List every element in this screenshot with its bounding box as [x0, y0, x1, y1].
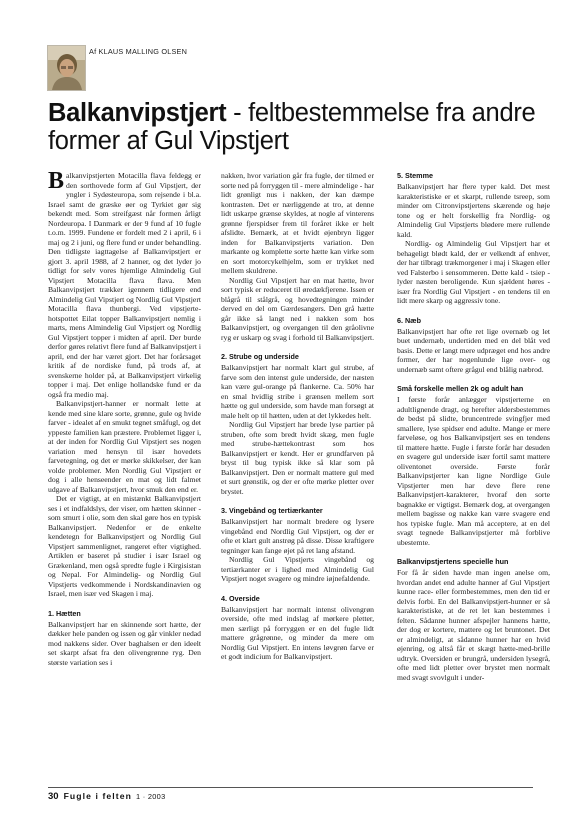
- paragraph: Balkanvipstjert har normalt bredere og lysere vingebånd end Nordlig Gul Vipstjert, og der er ofte et klart gult anstrøg på disse. Disse kraftigere tegninger kan fange øjet på ret lang afstand.: [221, 517, 374, 555]
- paragraph: Balkanvipstjert har normalt klart gul strube, af farve som den intenst gule underside, der næsten kan være gul-orange på flankerne. Ca. 50% har en smal hvidlig stribe i grænsen mellem sort hætte og gul underside, som havde man forsøgt at male helt op til hætten, uden at det lykkedes helt.: [221, 363, 374, 420]
- page-footer: [48, 791, 166, 802]
- footer-rule: [48, 787, 533, 788]
- title-bold: Balkanvipstjert: [48, 99, 227, 127]
- section-heading: 3. Vingebånd og tertiærkanter: [221, 506, 323, 515]
- section-heading: 6. Næb: [397, 315, 421, 325]
- section-heading: 4. Overside: [221, 593, 260, 603]
- paragraph: Det er vigtigt, at en mistænkt Balkanvipstjert ses i et indfaldslys, der viser, om hætten skinner - som smurt i olie, som den skal gøre hos en typisk Balkanvipstjert. Nedenfor er de enkelte kendetegn for Balkanvipstjert og Nordlig Gul Vipstjert sammenlignet, rangeret efter vigtighed. Artiklen er baseret på studier i især Israel og Grækenland, men også spredte fugle i Kirgisistan og Nepal. For Almindelig- og Nordlig Gul Vipstjerts vedkommende i Nordskandinavien og Israel, men især ved Skagen i maj.: [48, 494, 201, 598]
- intro-paragraph: [48, 168, 201, 399]
- paragraph: Balkanvipstjert har flere typer kald. Det mest karakteristiske er et skarpt, rullende tsreep, som minder om Citronvipstjertens skærende og høje tone og er helt forskellig fra Nordlig- og Almindelig Gul Vipstjerts blødere mere rullende kald.: [397, 182, 550, 239]
- paragraph: Balkanvipstjert har ofte ret lige overnæb og let buet undernæb, undertiden med en del blåt ved basis. Dette er langt mere udpræget end hos andre former, der har nogenlunde lige over- og undernæb samt oftere grågul end blålig næbrod.: [397, 326, 550, 374]
- page-number: 30: [48, 791, 59, 802]
- paragraph: Nordlig- og Almindelig Gul Vipstjert har et behageligt blødt kald, der er velkendt af enhver, der har tilbragt trækmorgener i maj i Skagen eller ved Falsterbo i sensommeren. Dette kald - tsiep - lyder næsten beroligende. Kun sjældent høres - især fra Nordlig Gul Vipstjert - en tendens til en lidt mere skarp og aggressiv tone.: [397, 239, 550, 305]
- paragraph: Balkanvipstjert har normalt intenst olivengrøn overside, ofte med indslag af mørkere pletter, men særligt på forryggen er en del fugle lidt mattere grågrønne, og minder da mere om Nordlig Gul Vipstjert. En intens løvgrøn farve er et godt indicium for Balkanvipstjert.: [221, 604, 374, 661]
- section-heading: Balkanvipstjertens specielle hun: [397, 557, 509, 566]
- paragraph: nakken, hvor variation går fra fugle, der tilmed er sorte ned på forryggen til - mere almindelige - har lidt grønligt nus i nakken, der kan dæmpe kontrasten. Det er nærliggende at tro, at denne lidt uskarpe grænse skyldes, at nogle af vinterens grønne fjerspidser frem til foråret ikke er helt afslidte. Bemærk, at et hvidt øjenbryn ligger inden for Balkanvipstjerts variation. Den markante og komplette sorte hætte kan virke som en sort motorcykelhjelm, som er trykket ned mellem skuldrene.: [221, 171, 374, 275]
- section-heading: Små forskelle mellen 2k og adult han: [397, 384, 524, 393]
- text-column-1: [48, 168, 201, 667]
- article-title: [48, 99, 543, 155]
- intro-text: alkanvipstjerten Motacilla flava feldegg er den sorthovede form af Gul Vipstjert, der yngler i Sydøsteuropa, som rejsende i bl.a. Israel samt de græske øer og Tyrkiet gør sig bekendt med. Som streifgæst når formen årligt Nordeuropa. I Danmark er der 9 fund af 10 fugle t.o.m. 1999. Fundene er fordelt med 2 i april, 6 i maj og 2 i juni, og flere fund er under behandling. Den tidligste iagttagelse af Balkanvipstjert er gjort 3. april 1988, af 2 hanner, og det lyder jo tidligt for selv vores hjemlige Almindelig Gul Vipstjert Motacilla flava flava. Men Balkanvipstjert trækker igennem tidligere end Almindelig Gul Vipstjert og Nordlig Gul Vipstjert Motacilla flava thunbergi. Ved vipstjerte-hotspottet Eilat topper Balkanvipstjert nemlig i marts, mens Almindelig Gul Vipstjert og Nordlig Gul Vipstjert topper i midten af april. Der burde derfor gøres relativt flere fund af Balkanvipstjert i april, end der har været gjort. Det har forårsaget kritik af de nordiske fund, på trods af, at svenskerne holder på, at Balkanvipstjert virkelig topper i maj. Det enlige hollandske fund er da også fra medio maj.: [48, 171, 201, 399]
- paragraph: Nordlig Gul Vipstjert har brede lyse partier på struben, ofte som bredt hvidt skæg, men fugle med strube-hættekontrast som hos Balkanvipstjert er kendt. Her er grundfarven på bryst til bug typisk ikke så klar som på Balkanvipstjert. Den er normalt mattere gul med et surt grønstik, og der er ofte mørke pletter over brystet.: [221, 420, 374, 496]
- issue-number: 1 · 2003: [135, 792, 166, 801]
- paragraph: Balkanvipstjert har en skinnende sort hætte, der dækker hele panden og issen og går vinkler nedad mod nakkens sider. Over baghalsen er den ideelt set skarpt afsat fra den olivengrønne ryg. Den største variation ses i: [48, 619, 201, 667]
- author-byline: Af KLAUS MALLING OLSEN: [89, 47, 188, 56]
- paragraph: Nordlig Gul Vipstjert har en mat hætte, hvor sort typisk er reduceret til øredækfjerene. Issen er blågrå til stålgrå, og hovedtegningen minder derved en del om Gærdesangers. Den grå hætte går ikke så langt ned i nakken som hos Balkanvipstjert, og overgangen til den gråolivne ryg er uskarp og svag i forhold til Balkanvipstjert.: [221, 275, 374, 342]
- author-photo: [47, 45, 86, 91]
- section-heading: 2. Strube og underside: [221, 352, 299, 361]
- title-subtitle: - feltbestemmelse fra andre former af Gul Vipstjert: [48, 99, 536, 155]
- section-heading: 1. Hætten: [48, 608, 81, 618]
- paragraph: I første forår anlægger vipstjerterne en adultlignende dragt, og herefter aldersbestemmes de bedst på slidte, bruncentrede svingfjer med smallere, lyse spidser end adulte. Mange er mere farveløse, og hos Balkanvipstjert ses en tendens til mattere hætte. Fugle i første forår har desuden en svagere gul underside især fortil samt mattere oliventonet overside. Første forår Balkanvipstjerter kan ligne Nordlige Gule Vipstjerter men har deve flere rene Balkanvipstjert-karakterer, hvoraf den sorte bagnakke er vigtigst. Bemærk dog, at overgangen mellem bagisse og nakke kan være svagere end hos typiske fugle. Man må acceptere, at en del svagt tegnede Balkanvipstjerter må forblive ubestemte.: [397, 395, 550, 547]
- paragraph: For få år siden havde man ingen anelse om, hvordan andet end adulte hanner af Gul Vipstjert kunne race- eller formbestemmes, men den tid er delvis forbi. En del Balkanvipstjert-hunner er så karakteristiske, at de ret let kan bestemmes i felten. Sådanne hunner afspejler hannens hætte, der dog er kortere, mattere og let bruntonet. Det er almindeligt, at sådanne hunner har en hvid øjenring, og altså får et skægt hætte-med-brille udtryk. Oversiden er brungrå, undersiden lysegrå, ofte med lidt pletter over brystet men normalt med svagt svovlgult i under-: [397, 568, 550, 682]
- magazine-name: Fugle i felten: [63, 791, 132, 801]
- drop-cap: B: [48, 168, 65, 194]
- paragraph: Balkanvipstjert-hanner er normalt lette at kende med sine klare sorte, grønne, gule og hvide farver - idealet af en smukt tegnet småfugl, og det yppeste familien kan præstere. Problemet ligger i, at der inden for Nordlig Gul Vipstjert ses nogen variation med hensyn til især hovedets farvetegning, og det er mørke skikkelser, der kan volde problemer. Men Nordlig Gul Vipstjert er dog i alle henseender en mat og lidt falmet udgave af Balkanvipstjert, hvor smuk den end er.: [48, 399, 201, 494]
- text-column-3: [397, 171, 550, 682]
- author-portrait-image: [48, 46, 85, 90]
- text-column-2: [221, 171, 374, 662]
- section-heading: 5. Stemme: [397, 171, 433, 180]
- paragraph: Nordlig Gul Vipstjerts vingebånd og tertiærkanter er i lighed med Almindelig Gul Vipstjert noget svagere og mindre iøjnefaldende.: [221, 555, 374, 583]
